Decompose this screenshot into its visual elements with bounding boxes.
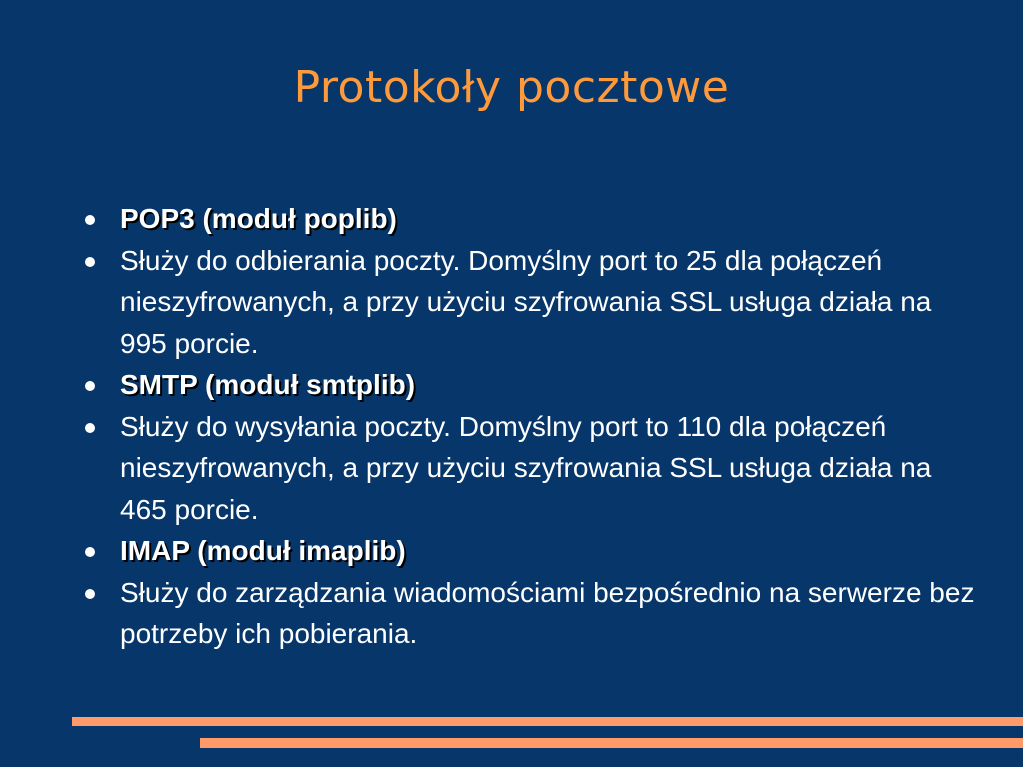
bullet-item-imap-description (84, 572, 984, 655)
bullet-item-pop3-description (84, 240, 984, 365)
bullet-item-imap-heading (84, 530, 984, 572)
bullet-text: Służy do zarządzania wiadomościami bezpośrednio na serwerze bez potrzeby ich pobierania. (120, 576, 975, 649)
bullet-text: POP3 (moduł poplib) (120, 203, 397, 234)
bullet-text: Służy do odbierania poczty. Domyślny port to 25 dla połączeń nieszyfrowanych, a przy użyciu szyfrowania SSL usługa działa na 995 porcie. (120, 244, 932, 359)
bullet-dot-icon (85, 381, 95, 391)
bullet-dot-icon (85, 257, 95, 267)
decorative-rule-top (72, 717, 1023, 726)
bullet-text: Służy do wysyłania poczty. Domyślny port to 110 dla połączeń nieszyfrowanych, a przy użyciu szyfrowania SSL usługa działa na 465 porcie. (120, 410, 932, 525)
bullet-item-pop3-heading (84, 198, 984, 240)
decorative-rule-bottom (200, 738, 1023, 748)
slide-title: Protokoły pocztowe (293, 62, 730, 113)
bullet-dot-icon (85, 547, 95, 557)
bullet-item-smtp-heading (84, 364, 984, 406)
bullet-dot-icon (85, 589, 95, 599)
bullet-item-smtp-description (84, 406, 984, 531)
bullet-dot-icon (85, 423, 95, 433)
bullet-dot-icon (85, 215, 95, 225)
bullet-text: IMAP (moduł imaplib) (120, 535, 406, 566)
bullet-list (84, 198, 984, 655)
bullet-text: SMTP (moduł smtplib) (120, 369, 416, 400)
